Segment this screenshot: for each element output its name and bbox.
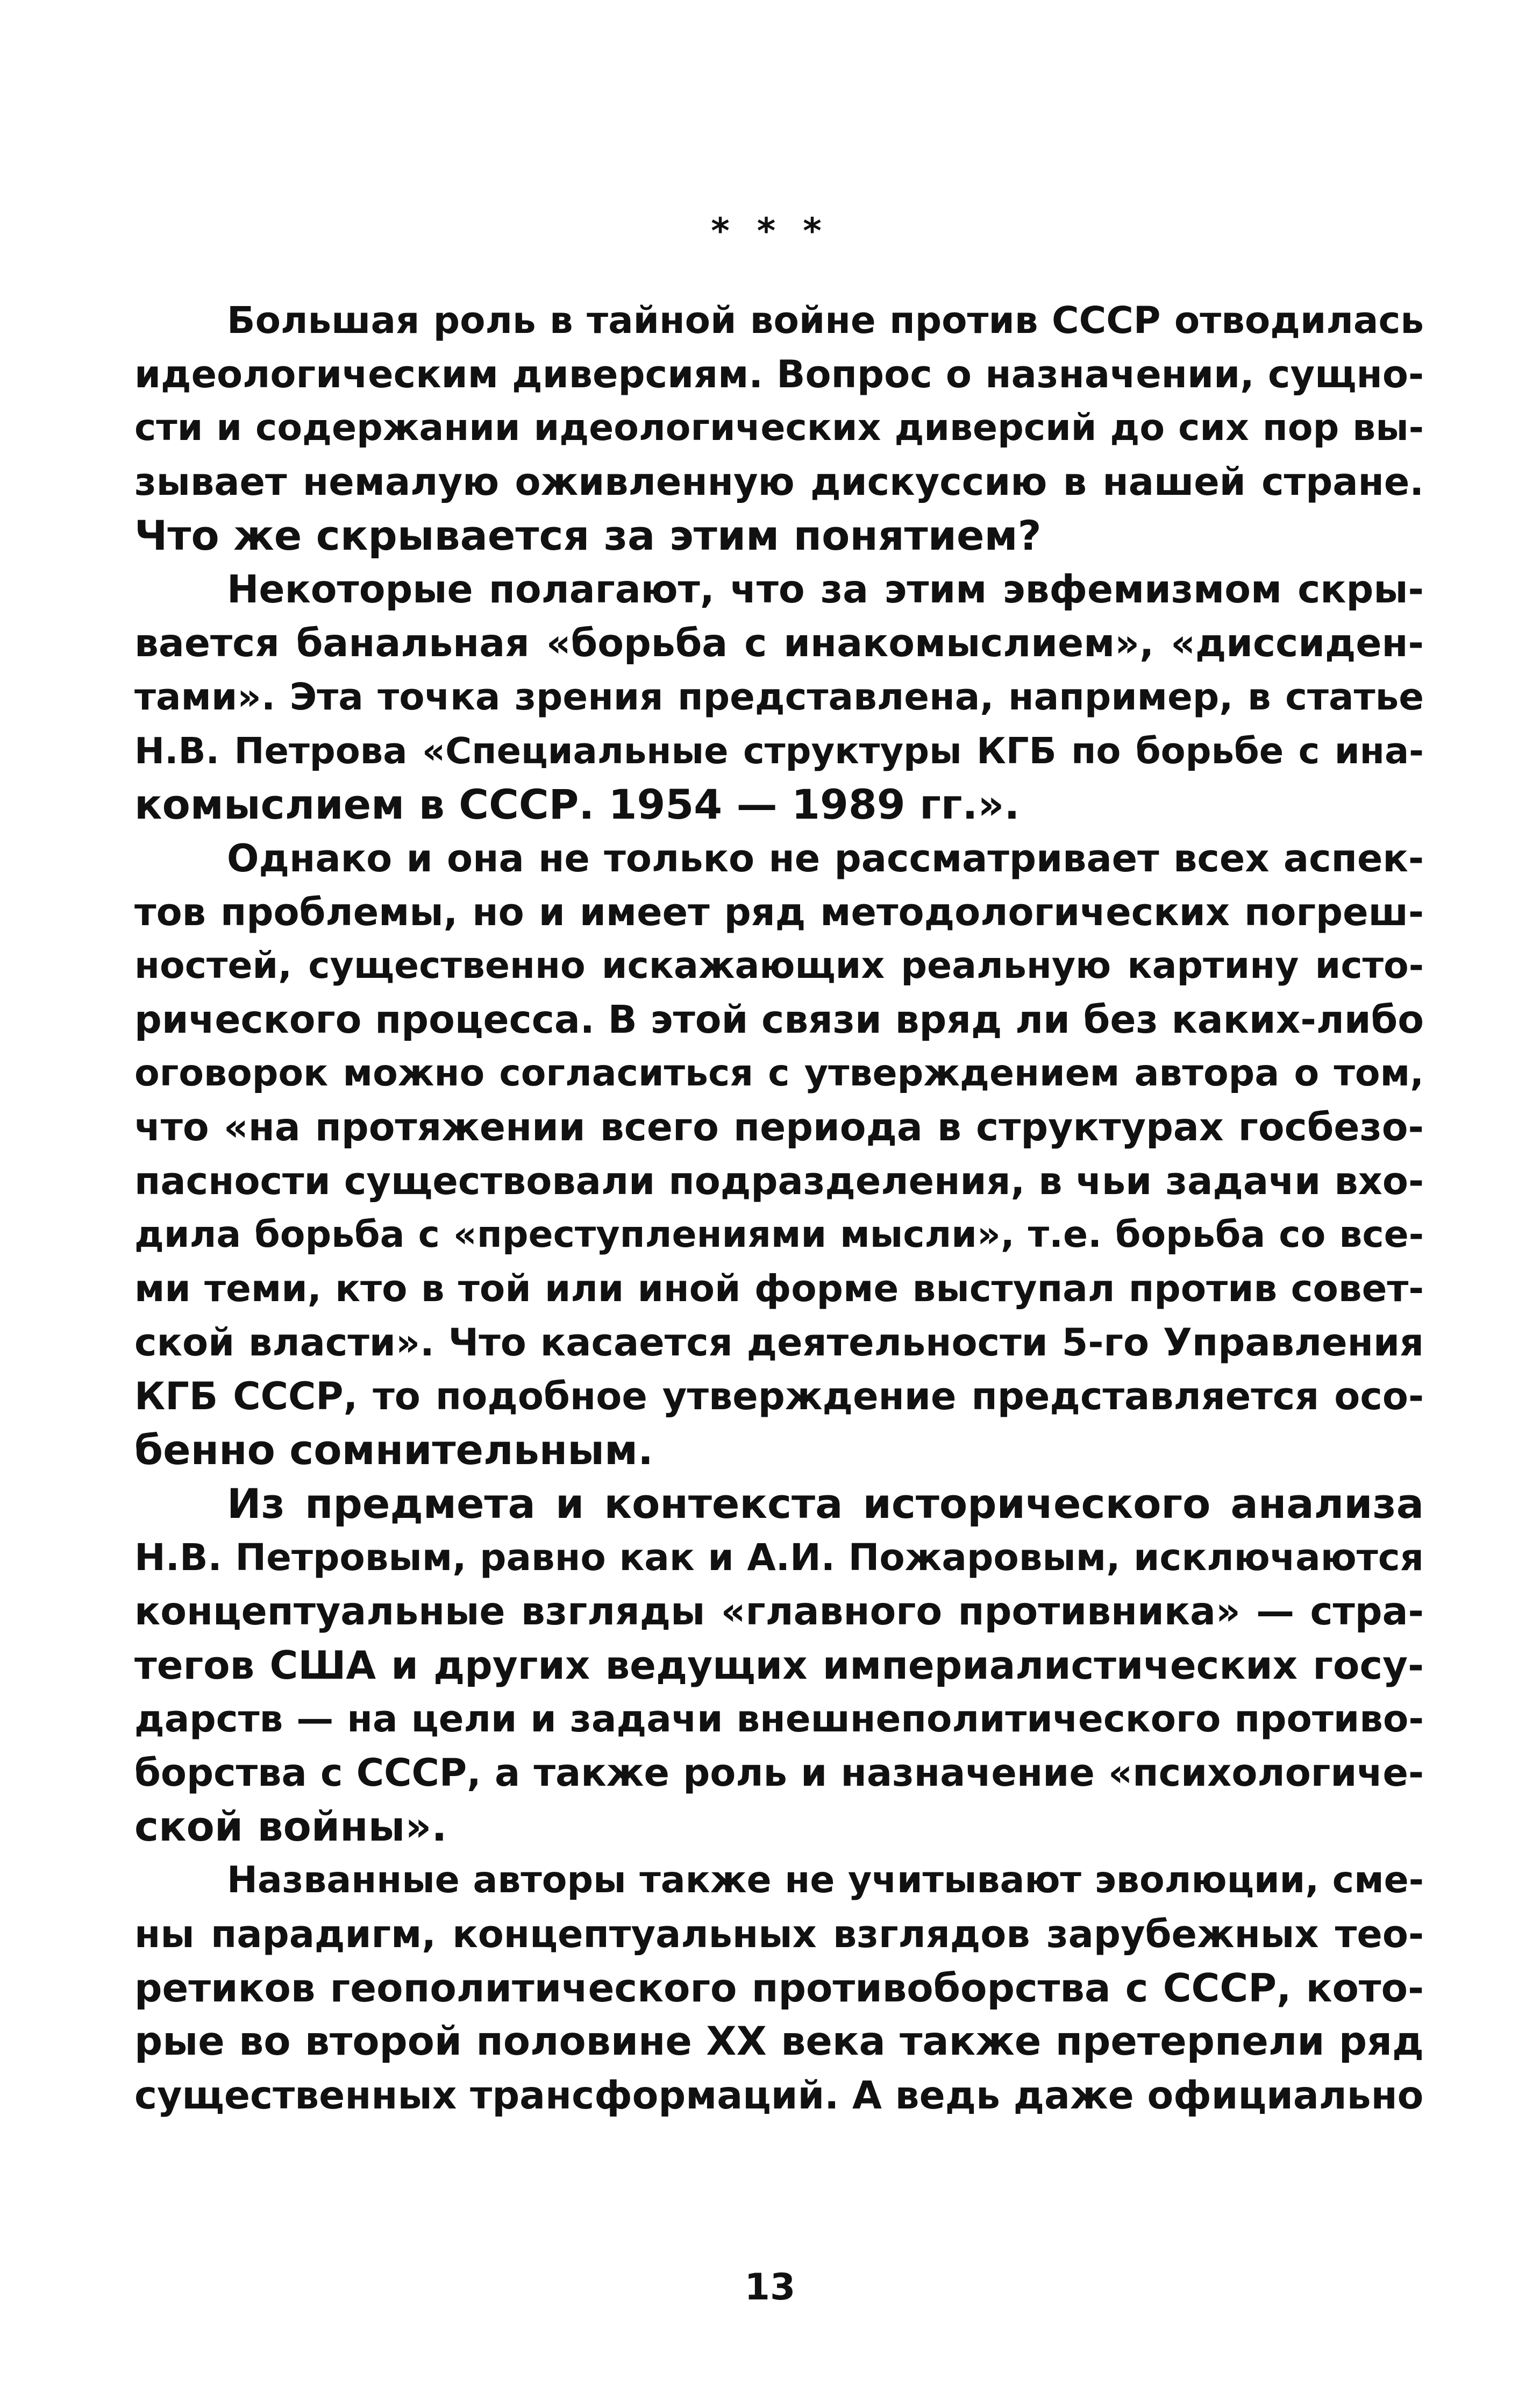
text-line: Из предмета и контекста исторического анализа (227, 1480, 1424, 1528)
text-line: дила борьба с «преступлениями мысли», т.е. борьба со все- (134, 1213, 1424, 1256)
text-line: ми теми, кто в той или иной форме выступал против совет- (134, 1267, 1424, 1310)
text-line: комыслием в СССР. 1954 — 1989 гг.». (134, 780, 1020, 828)
text-line: Некоторые полагают, что за этим эвфемизмом скры- (227, 567, 1424, 612)
text-line: ской войны». (134, 1802, 447, 1850)
text-line: идеологическим диверсиям. Вопрос о назначении, сущно- (134, 352, 1424, 396)
text-line: КГБ СССР, то подобное утверждение представляется осо- (134, 1374, 1424, 1418)
text-line: тами». Эта точка зрения представлена, например, в статье (134, 676, 1424, 719)
text-line: бенно сомнительным. (134, 1426, 653, 1474)
page-number: 13 (744, 2266, 796, 2309)
section-separator: * * * (711, 210, 829, 252)
text-line: Н.В. Петрова «Специальные структуры КГБ по борьбе с ина- (134, 730, 1424, 772)
text-line: ской власти». Что касается деятельности 5-го Управления (134, 1320, 1424, 1365)
text-line: существенных трансформаций. А ведь даже официально (134, 2073, 1424, 2118)
text-line: вается банальная «борьба с инакомыслием», «диссиден- (134, 621, 1424, 665)
text-line: сти и содержании идеологических диверсий до сих пор вы- (134, 407, 1424, 449)
text-line: Н.В. Петровым, равно как и А.И. Пожаровым, исключаются (134, 1536, 1424, 1579)
text-line: концептуальные взгляды «главного противника» — стра- (134, 1589, 1424, 1634)
text-line: ны парадигм, концептуальных взглядов зарубежных тео- (134, 1912, 1424, 1956)
text-line: тегов США и других ведущих империалистических госу- (134, 1643, 1424, 1688)
text-line: рического процесса. В этой связи вряд ли без каких-либо (134, 997, 1424, 1042)
text-line: дарств — на цели и задачи внешнеполитического противо- (134, 1698, 1424, 1741)
text-line: ностей, существенно искажающих реальную картину исто- (134, 945, 1424, 987)
text-line: пасности существовали подразделения, в чьи задачи вхо- (134, 1159, 1424, 1203)
text-line: Большая роль в тайной войне против СССР отводилась (227, 299, 1424, 342)
text-line: Однако и она не только не рассматривает всех аспек- (227, 836, 1424, 881)
text-line: рые во второй половине XX века также претерпели ряд (134, 2019, 1424, 2064)
text-line: Названные авторы также не учитывают эволюции, сме- (227, 1859, 1424, 1901)
text-line: оговорок можно согласиться с утверждением автора о том, (134, 1052, 1424, 1095)
text-line: тов проблемы, но и имеет ряд методологических погреш- (134, 890, 1424, 934)
text-line: ретиков геополитического противоборства с СССР, кото- (134, 1965, 1424, 2011)
text-line: зывает немалую оживленную дискуссию в нашей стране. (134, 460, 1424, 504)
text-line: Что же скрывается за этим понятием? (134, 512, 1042, 559)
body-text (134, 294, 1424, 2122)
text-line: борства с СССР, а также роль и назначение «психологиче- (134, 1751, 1424, 1795)
text-line: что «на протяжении всего периода в структурах госбезо- (134, 1105, 1424, 1149)
